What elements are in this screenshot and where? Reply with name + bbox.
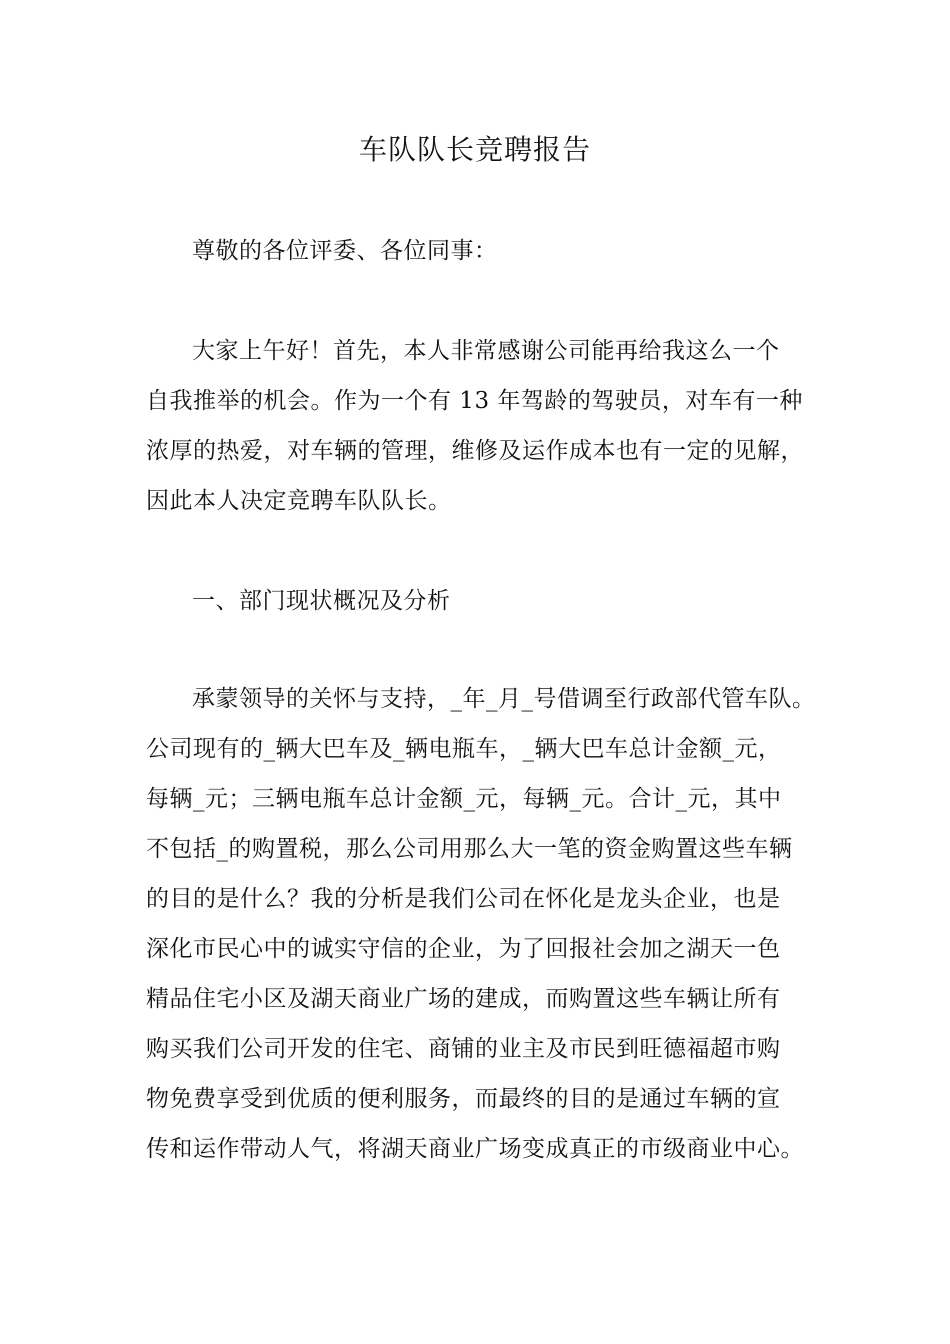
intro-line: 自我推举的机会。作为一个有 13 年驾龄的驾驶员，对车有一种	[146, 388, 803, 414]
body-line: 物免费享受到优质的便利服务，而最终的目的是通过车辆的宣	[146, 1086, 781, 1112]
intro-line: 大家上午好！首先，本人非常感谢公司能再给我这么一个	[192, 338, 780, 364]
body-line: 深化市民心中的诚实守信的企业，为了回报社会加之湖天一色	[146, 936, 781, 962]
body-line: 传和运作带动人气，将湖天商业广场变成真正的市级商业中心。	[146, 1136, 804, 1162]
document-title: 车队队长竞聘报告	[358, 133, 591, 166]
greeting-line: 尊敬的各位评委、各位同事：	[192, 238, 498, 264]
intro-line: 浓厚的热爱，对车辆的管理，维修及运作成本也有一定的见解，	[146, 438, 804, 464]
section-heading	[146, 576, 818, 626]
body-line: 不包括_的购置税，那么公司用那么大一笔的资金购置这些车辆	[146, 836, 793, 862]
greeting-paragraph	[146, 226, 818, 276]
body-paragraph	[146, 674, 818, 1174]
body-line: 精品住宅小区及湖天商业广场的建成，而购置这些车辆让所有	[146, 986, 781, 1012]
intro-line: 因此本人决定竞聘车队队长。	[146, 488, 452, 514]
body-line: 购买我们公司开发的住宅、商铺的业主及市民到旺德福超市购	[146, 1036, 781, 1062]
body-line: 承蒙领导的关怀与支持，_年_月_号借调至行政部代管车队。	[192, 686, 816, 712]
body-line: 每辆_元；三辆电瓶车总计金额_元，每辆_元。合计_元，其中	[146, 786, 782, 812]
body-line: 的目的是什么？我的分析是我们公司在怀化是龙头企业，也是	[146, 886, 781, 912]
section-heading-text: 一、部门现状概况及分析	[192, 588, 451, 614]
body-line: 公司现有的_辆大巴车及_辆电瓶车，_辆大巴车总计金额_元，	[146, 736, 782, 762]
intro-paragraph	[146, 326, 818, 526]
